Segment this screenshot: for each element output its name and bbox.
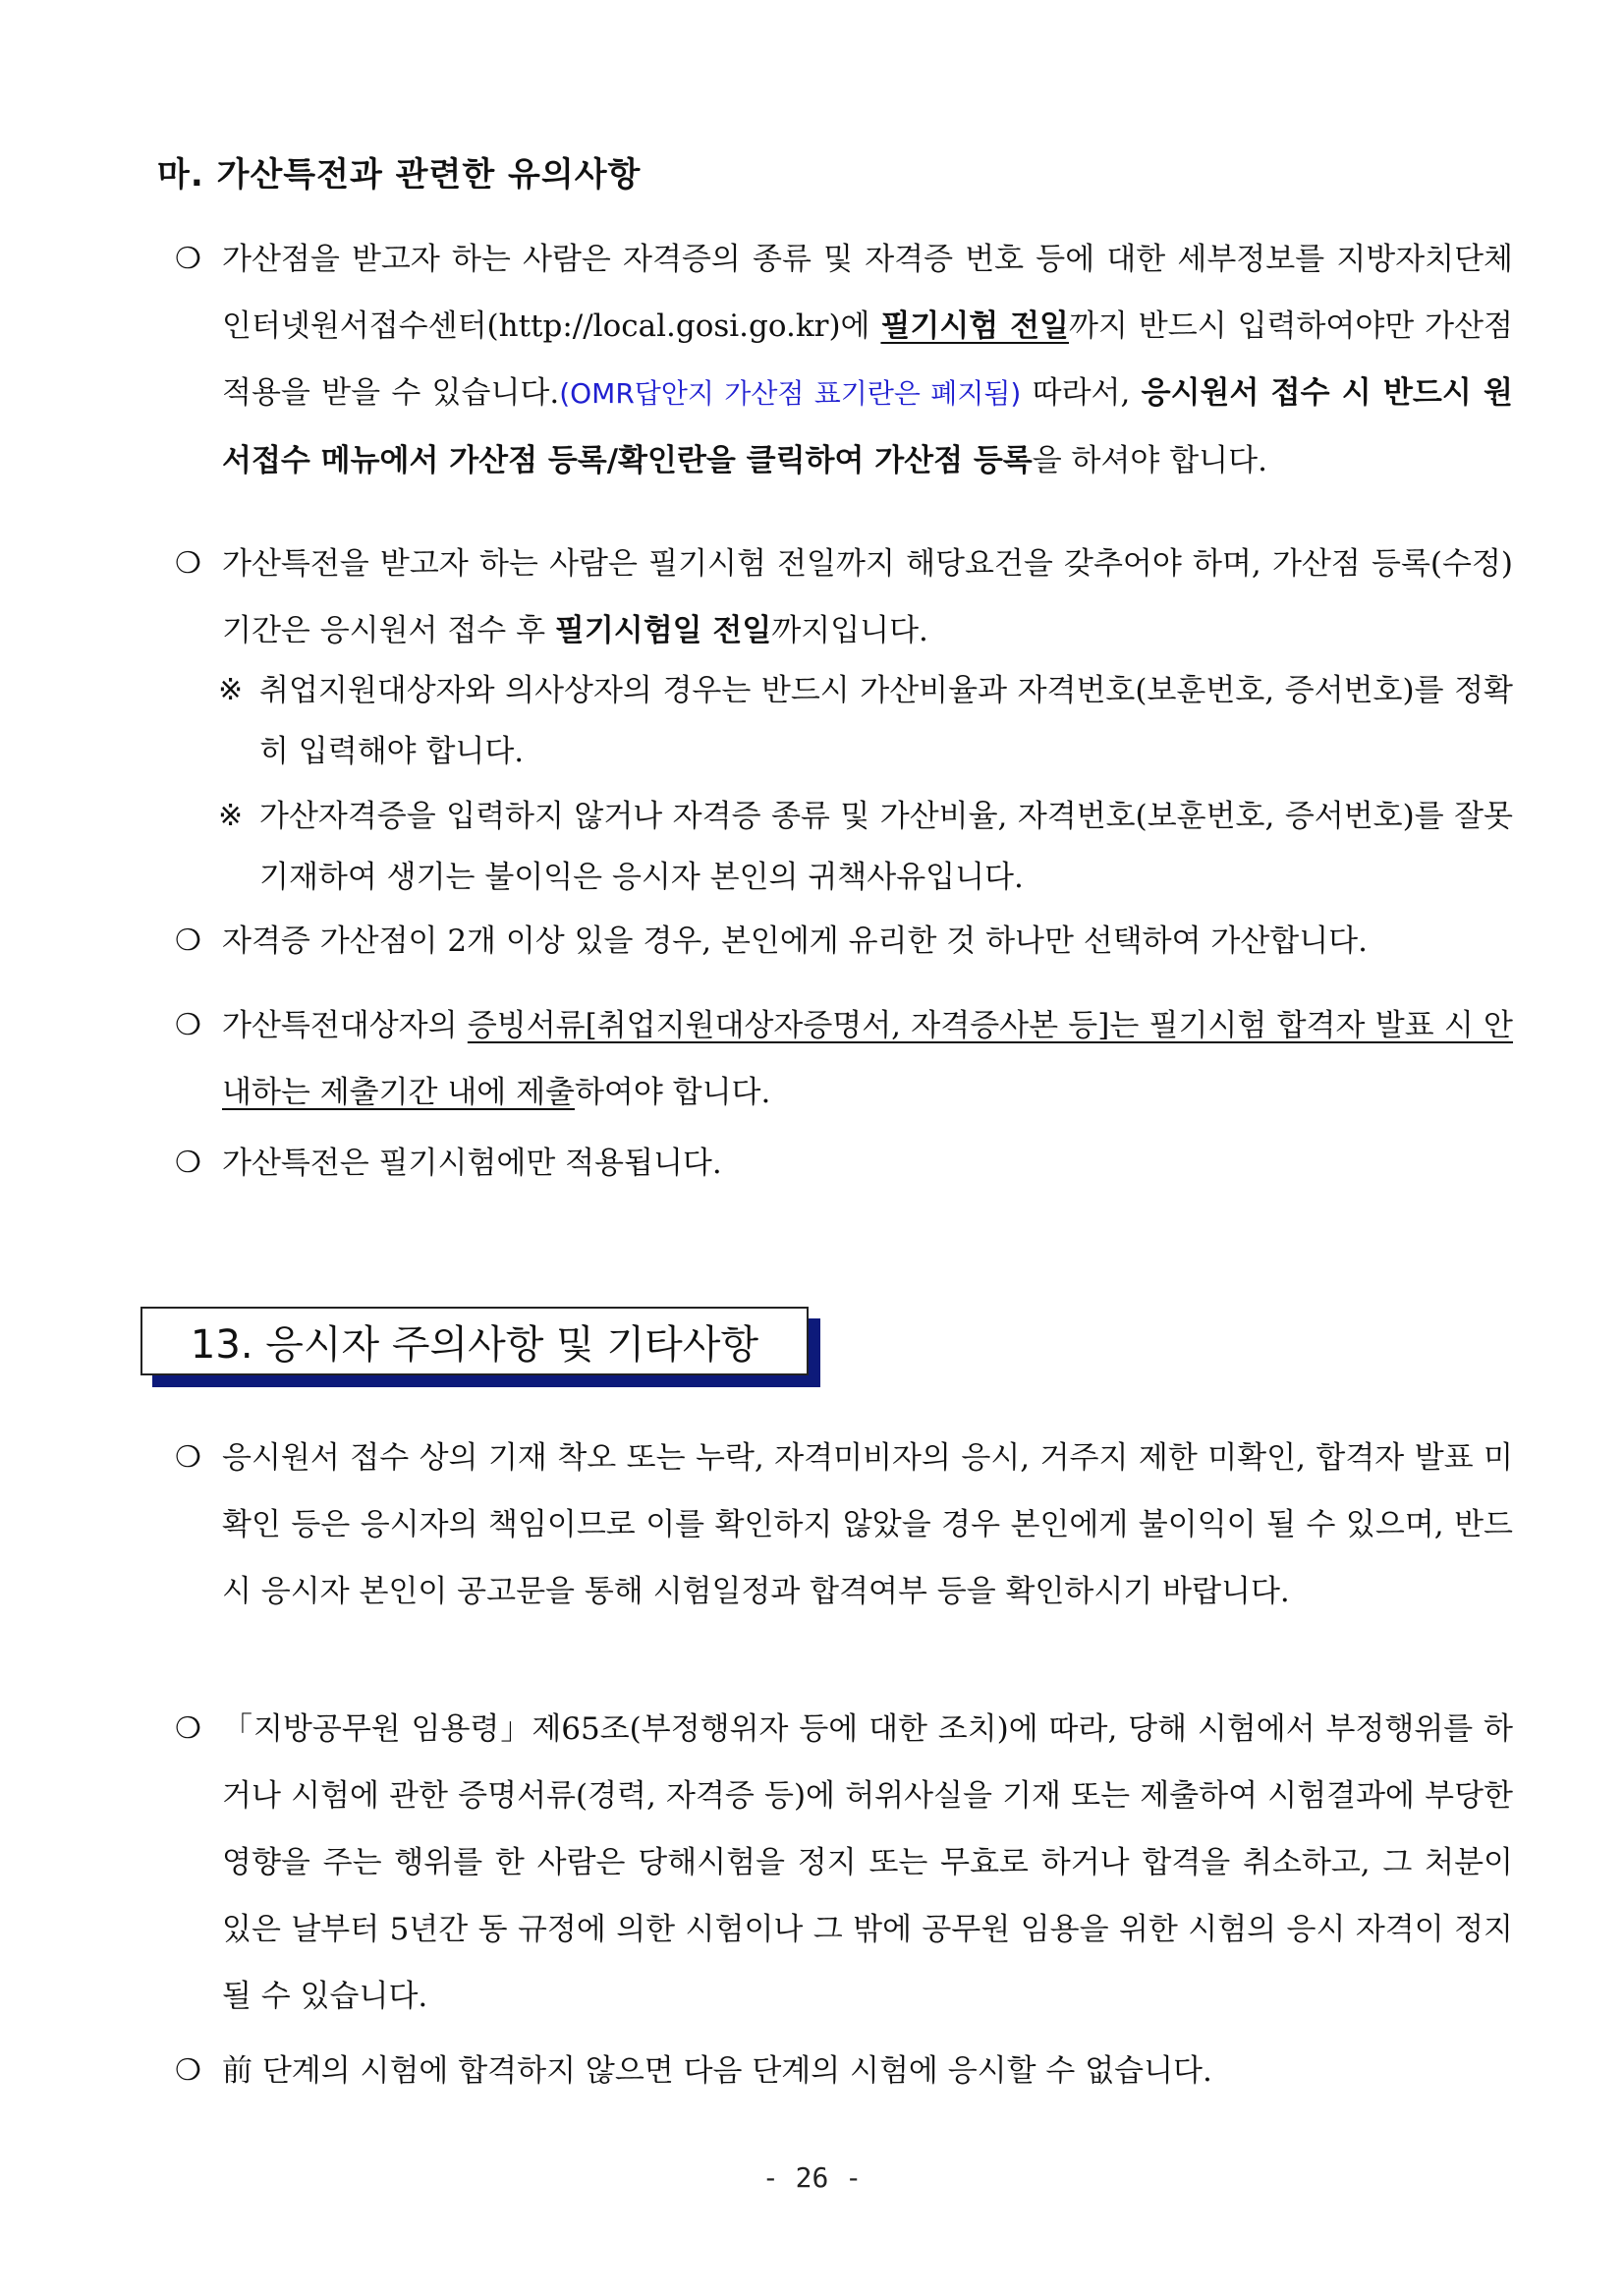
list-item bbox=[157, 908, 1513, 975]
list-item bbox=[157, 1130, 1513, 1197]
list-item-text: 응시원서 접수 상의 기재 착오 또는 누락, 자격미비자의 응시, 거주지 제한 미확인, 합격자 발표 미확인 등은 응시자의 책임이므로 이를 확인하지 않았을 경우 본인에게 불이익이 될 수 있으며, 반드시 응시자 본인이 공고문을 통해 시험일정과 합격여부 등을 확인하시기 바랍니다. bbox=[222, 1440, 1513, 1609]
bullet-circle-icon: ❍ bbox=[175, 1008, 201, 1042]
list-item-text: 가산특전대상자의 증빙서류[취업지원대상자증명서, 자격증사본 등]는 필기시험 합격자 발표 시 안내하는 제출기간 내에 제출하여야 합니다. bbox=[222, 1008, 1514, 1110]
emphasis-text: 응시원서 접수 시 반드시 원서접수 메뉴에서 가산점 등록/확인란을 클릭하여 가산점 등록 bbox=[222, 375, 1513, 478]
bullet-circle-icon: ❍ bbox=[175, 242, 201, 276]
bullet-circle-icon: ❍ bbox=[175, 546, 201, 581]
reference-mark-icon: ※ bbox=[218, 673, 244, 707]
list-item bbox=[157, 992, 1513, 1126]
list-item-text: 「지방공무원 임용령」제65조(부정행위자 등에 대한 조치)에 따라, 당해 시험에서 부정행위를 하거나 시험에 관한 증명서류(경력, 자격증 등)에 허위사실을 기재 또는 제출하여 시험결과에 부당한 영향을 주는 행위를 한 사람은 당해시험을 정지 또는 무효로 하거나 합격을 취소하고, 그 처분이 있은 날부터 5년간 동 규정에 의한 시험이나 그 밖에 공무원 임용을 위한 시험의 응시 자격이 정지될 수 있습니다. bbox=[222, 1711, 1513, 2014]
list-item bbox=[157, 2038, 1513, 2104]
emphasis-text: 필기시험 전일 bbox=[880, 308, 1069, 344]
bullet-circle-icon: ❍ bbox=[175, 1440, 201, 1475]
list-item bbox=[157, 531, 1513, 664]
note-text: 가산자격증을 입력하지 않거나 자격증 종류 및 가산비율, 자격번호(보훈번호, 증서번호)를 잘못 기재하여 생기는 불이익은 응시자 본인의 귀책사유입니다. bbox=[259, 799, 1513, 895]
list-item-text: 자격증 가산점이 2개 이상 있을 경우, 본인에게 유리한 것 하나만 선택하여 가산합니다. bbox=[222, 924, 1368, 959]
list-item bbox=[157, 1425, 1513, 1625]
list-item-text: 가산특전은 필기시험에만 적용됩니다. bbox=[222, 1146, 722, 1181]
bullet-circle-icon: ❍ bbox=[175, 2053, 201, 2088]
underlined-text: 증빙서류[취업지원대상자증명서, 자격증사본 등]는 필기시험 합격자 발표 시 안내하는 제출기간 내에 제출 bbox=[222, 1008, 1514, 1110]
bullet-circle-icon: ❍ bbox=[175, 924, 201, 958]
list-item bbox=[157, 226, 1513, 494]
list-item-text: 가산특전을 받고자 하는 사람은 필기시험 전일까지 해당요건을 갖추어야 하며, 가산점 등록(수정)기간은 응시원서 접수 후 필기시험일 전일까지입니다. bbox=[222, 546, 1513, 648]
bullet-circle-icon: ❍ bbox=[175, 1711, 201, 1746]
page-number: - 26 - bbox=[761, 2161, 863, 2194]
list-item-text: 前 단계의 시험에 합격하지 않으면 다음 단계의 시험에 응시할 수 없습니다. bbox=[222, 2053, 1212, 2089]
note-text: 취업지원대상자와 의사상자의 경우는 반드시 가산비율과 자격번호(보훈번호, 증서번호)를 정확히 입력해야 합니다. bbox=[259, 673, 1513, 769]
list-item-text: 가산점을 받고자 하는 사람은 자격증의 종류 및 자격증 번호 등에 대한 세부정보를 지방자치단체 인터넷원서접수센터(http://local.gosi.go.kr)에 필기시험 전일까지 반드시 입력하여야만 가산점 적용을 받을 수 있습니다.(OMR답안지 가산점 표기란은 폐지됨) 따라서, 응시원서 접수 시 반드시 원서접수 메뉴에서 가산점 등록/확인란을 클릭하여 가산점 등록을 하셔야 합니다. bbox=[222, 242, 1514, 478]
blue-note: (OMR답안지 가산점 표기란은 폐지됨) bbox=[559, 377, 1022, 410]
section-heading-ma: 마. 가산특전과 관련한 유의사항 bbox=[157, 155, 642, 195]
bullet-circle-icon: ❍ bbox=[175, 1146, 201, 1180]
note-item bbox=[218, 660, 1513, 782]
emphasis-text: 필기시험일 전일 bbox=[554, 613, 772, 648]
reference-mark-icon: ※ bbox=[218, 799, 244, 833]
note-item bbox=[218, 786, 1513, 908]
section-title: 13. 응시자 주의사항 및 기타사항 bbox=[190, 1321, 759, 1368]
section-title-shadow bbox=[152, 1375, 820, 1387]
list-item bbox=[157, 1696, 1513, 2030]
